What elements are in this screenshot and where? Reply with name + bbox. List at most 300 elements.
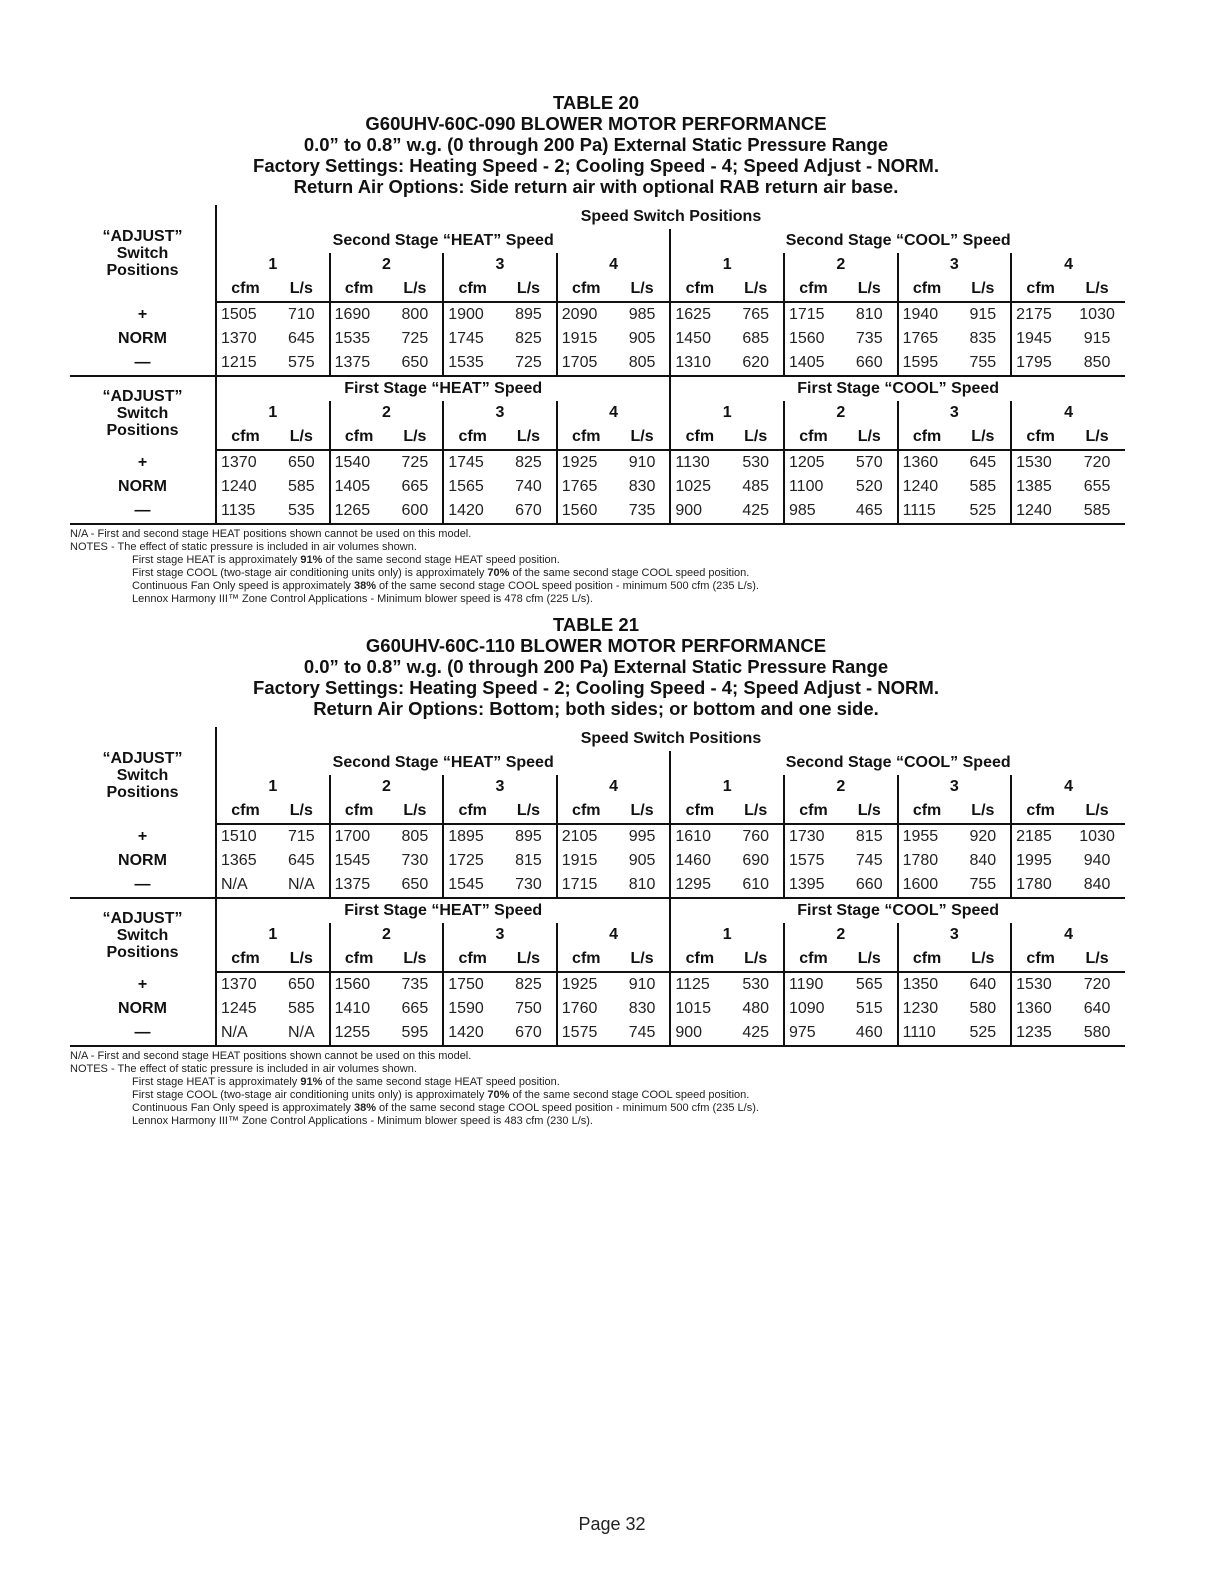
speed-number-header: 4: [1011, 923, 1125, 947]
speed-number-header: 1: [216, 775, 330, 799]
cfm-value: 1690: [330, 302, 388, 327]
ls-value: 710: [287, 306, 315, 323]
second-stage-cool-header: Second Stage “COOL” Speed: [670, 229, 1125, 253]
notes-line: [70, 554, 1122, 567]
ls-value: 760: [742, 828, 770, 845]
unit-ls-header: L/s: [1069, 947, 1125, 972]
speed-number-header: 3: [443, 401, 557, 425]
ls-value: 530: [742, 976, 770, 993]
cfm-value: 1560: [784, 327, 842, 351]
unit-cfm-header: cfm: [898, 799, 956, 824]
pressure-range: 0.0” to 0.8” w.g. (0 through 200 Pa) External Static Pressure Range: [303, 656, 889, 677]
unit-cfm-header: cfm: [330, 425, 388, 450]
unit-ls-header: L/s: [501, 425, 557, 450]
cfm-value: 1360: [1011, 997, 1069, 1021]
ls-value: 725: [401, 330, 429, 347]
cfm-value: 1915: [557, 327, 615, 351]
ls-value: 585: [287, 1000, 315, 1017]
cfm-value: 1560: [330, 972, 388, 997]
cfm-value: 1545: [443, 873, 501, 898]
speed-number-header: 4: [1011, 401, 1125, 425]
cfm-value: 1745: [443, 327, 501, 351]
ls-value: 810: [615, 873, 671, 898]
speed-number-header: 1: [670, 401, 784, 425]
return-air-options: Return Air Options: Bottom; both sides; or bottom and one side.: [313, 698, 879, 719]
units-row: [70, 277, 1125, 302]
note-text: of the same second stage COOL speed position - minimum 500 cfm (235 L/s).: [375, 1102, 759, 1114]
cfm-value: 1370: [216, 972, 274, 997]
unit-ls-header: L/s: [842, 277, 898, 302]
cfm-value: 1565: [443, 475, 501, 499]
cfm-value: 1530: [1011, 972, 1069, 997]
unit-ls-header: L/s: [728, 277, 784, 302]
adjust-label-line: “ADJUST”: [102, 750, 183, 767]
table-notes: [70, 528, 1122, 606]
units-row: [70, 799, 1125, 824]
ls-value: 735: [855, 330, 883, 347]
ls-value: 755: [956, 873, 1012, 898]
adjust-switch-label: [70, 898, 216, 972]
speed-switch-positions-header: Speed Switch Positions: [216, 727, 1125, 751]
cfm-value: 1370: [216, 327, 274, 351]
factory-settings: Factory Settings: Heating Speed - 2; Cooling Speed - 4; Speed Adjust - NORM.: [253, 677, 939, 698]
ls-value: 525: [956, 499, 1012, 524]
speed-switch-positions-header: Speed Switch Positions: [216, 205, 1125, 229]
ls-value: 650: [287, 454, 315, 471]
speed-number-header: 3: [898, 401, 1012, 425]
table-notes: [70, 1050, 1122, 1128]
cfm-value: 1135: [216, 499, 274, 524]
speed-number-header: 2: [784, 253, 898, 277]
cfm-value: 1945: [1011, 327, 1069, 351]
unit-cfm-header: cfm: [330, 799, 388, 824]
ls-value: 995: [628, 828, 656, 845]
adjust-position-cell: +: [137, 453, 148, 471]
unit-ls-header: L/s: [1069, 425, 1125, 450]
ls-value: 910: [628, 976, 656, 993]
ls-value: 750: [515, 1000, 542, 1017]
ls-value: 650: [388, 873, 444, 898]
cfm-value: 1240: [1011, 499, 1069, 524]
adjust-position-cell: —: [70, 351, 216, 376]
cfm-value: 1780: [1011, 873, 1069, 898]
ls-value: 655: [1083, 478, 1111, 495]
ls-value: 685: [742, 330, 770, 347]
unit-ls-header: L/s: [842, 799, 898, 824]
note-text: of the same second stage COOL speed position.: [509, 1089, 750, 1101]
cfm-value: 1100: [784, 475, 842, 499]
ls-value: 720: [1083, 976, 1111, 993]
unit-ls-header: L/s: [388, 277, 444, 302]
second-stage-header-row: [70, 229, 1125, 253]
ls-value: 600: [388, 499, 444, 524]
ls-value: 910: [628, 454, 656, 471]
table-row: [70, 1021, 1125, 1046]
unit-cfm-header: cfm: [898, 947, 956, 972]
ls-value: 645: [287, 852, 315, 869]
cfm-value: 1230: [898, 997, 956, 1021]
ls-value: 800: [401, 306, 429, 323]
cfm-value: 1510: [216, 824, 274, 849]
unit-cfm-header: cfm: [898, 277, 956, 302]
cfm-value: 1025: [670, 475, 728, 499]
table-row: [70, 997, 1125, 1021]
cfm-value: 1700: [330, 824, 388, 849]
unit-cfm-header: cfm: [330, 277, 388, 302]
note-percentage: 70%: [487, 567, 510, 579]
unit-cfm-header: cfm: [670, 425, 728, 450]
ls-value: 915: [1083, 330, 1111, 347]
note-percentage: 38%: [353, 1102, 376, 1114]
ls-value: 1030: [1079, 828, 1115, 845]
cfm-value: 1780: [898, 849, 956, 873]
cfm-value: 1625: [670, 302, 728, 327]
first-stage-cool-header: First Stage “COOL” Speed: [670, 376, 1125, 401]
speed-number-header: 3: [443, 923, 557, 947]
unit-ls-header: L/s: [956, 425, 1012, 450]
blower-performance-table: [70, 205, 1125, 525]
adjust-position-cell: NORM: [118, 478, 167, 495]
cfm-value: 1450: [670, 327, 728, 351]
table-row: [70, 849, 1125, 873]
cfm-value: N/A: [216, 873, 274, 898]
adjust-label-line: “ADJUST”: [102, 910, 183, 927]
ls-value: 645: [287, 330, 315, 347]
unit-cfm-header: cfm: [1011, 425, 1069, 450]
ls-value: 425: [728, 499, 784, 524]
ls-value: 825: [515, 454, 542, 471]
adjust-label-line: Positions: [106, 784, 179, 801]
notes-prefix: NOTES -: [70, 1063, 118, 1075]
table-row: [70, 972, 1125, 997]
unit-ls-header: L/s: [728, 799, 784, 824]
cfm-value: 1530: [1011, 450, 1069, 475]
adjust-position-cell: NORM: [118, 852, 167, 869]
table-row: [70, 499, 1125, 524]
note-text: of the same second stage COOL speed position - minimum 500 cfm (235 L/s).: [375, 580, 759, 592]
notes-line: [70, 1102, 1122, 1115]
ls-value: 580: [969, 1000, 997, 1017]
unit-ls-header: L/s: [615, 799, 671, 824]
cfm-value: 1015: [670, 997, 728, 1021]
ls-value: 530: [742, 454, 770, 471]
cfm-value: 1575: [784, 849, 842, 873]
note-text: of the same second stage COOL speed position.: [509, 567, 750, 579]
cfm-value: 1375: [330, 873, 388, 898]
cfm-value: 1310: [670, 351, 728, 376]
note-static-pressure: The effect of static pressure is included in air volumes shown.: [117, 1063, 417, 1075]
cfm-value: 1205: [784, 450, 842, 475]
ls-value: 825: [515, 976, 542, 993]
adjust-label-line: Switch: [116, 927, 169, 944]
cfm-value: 1240: [898, 475, 956, 499]
cfm-value: 1405: [330, 475, 388, 499]
ls-value: 735: [615, 499, 671, 524]
ls-value: 480: [742, 1000, 770, 1017]
ls-value: 585: [969, 478, 997, 495]
note-percentage: 91%: [300, 554, 323, 566]
speed-number-row: [70, 775, 1125, 799]
first-stage-heat-header: First Stage “HEAT” Speed: [216, 898, 670, 923]
unit-ls-header: L/s: [274, 277, 330, 302]
unit-ls-header: L/s: [956, 947, 1012, 972]
adjust-label-line: Switch: [116, 767, 169, 784]
ls-value: 915: [969, 306, 997, 323]
cfm-value: 1730: [784, 824, 842, 849]
unit-cfm-header: cfm: [443, 799, 501, 824]
document-page: [70, 92, 1122, 1128]
notes-line: [70, 1089, 1122, 1102]
ls-value: 465: [842, 499, 898, 524]
ls-value: 805: [615, 351, 671, 376]
ls-value: 895: [515, 306, 542, 323]
first-stage-heat-header: First Stage “HEAT” Speed: [216, 376, 670, 401]
unit-cfm-header: cfm: [216, 947, 274, 972]
cfm-value: 1765: [898, 327, 956, 351]
cfm-value: 900: [670, 1021, 728, 1046]
cfm-value: 1125: [670, 972, 728, 997]
speed-number-header: 1: [670, 923, 784, 947]
note-harmony: Lennox Harmony III™ Zone Control Applications - Minimum blower speed is 478 cfm (225 L/s).: [132, 593, 593, 605]
ls-value: 525: [956, 1021, 1012, 1046]
unit-ls-header: L/s: [274, 947, 330, 972]
unit-ls-header: L/s: [274, 799, 330, 824]
ls-value: 745: [615, 1021, 671, 1046]
adjust-position-cell: +: [137, 975, 148, 993]
speed-number-header: 4: [557, 401, 671, 425]
ls-value: 665: [401, 478, 429, 495]
cfm-value: 1995: [1011, 849, 1069, 873]
unit-cfm-header: cfm: [443, 947, 501, 972]
cfm-value: 1295: [670, 873, 728, 898]
ls-value: 840: [969, 852, 997, 869]
unit-ls-header: L/s: [615, 947, 671, 972]
unit-ls-header: L/s: [615, 425, 671, 450]
ls-value: 660: [842, 873, 898, 898]
ls-value: 585: [1069, 499, 1125, 524]
table-number: TABLE 20: [552, 92, 639, 113]
cfm-value: 1745: [443, 450, 501, 475]
first-stage-cool-header: First Stage “COOL” Speed: [670, 898, 1125, 923]
cfm-value: 1595: [898, 351, 956, 376]
cfm-value: 1395: [784, 873, 842, 898]
ls-value: 670: [501, 1021, 557, 1046]
unit-ls-header: L/s: [842, 425, 898, 450]
ls-value: 575: [274, 351, 330, 376]
units-row: [70, 425, 1125, 450]
table-row: [70, 873, 1125, 898]
cfm-value: 1130: [670, 450, 728, 475]
speed-number-header: 4: [1011, 253, 1125, 277]
adjust-label-line: Positions: [106, 262, 179, 279]
adjust-position-cell: +: [137, 827, 148, 845]
adjust-position-cell: —: [70, 1021, 216, 1046]
cfm-value: 1535: [443, 351, 501, 376]
note-static-pressure: The effect of static pressure is included in air volumes shown.: [117, 541, 417, 553]
ls-value: 810: [855, 306, 883, 323]
ls-value: 725: [501, 351, 557, 376]
speed-number-header: 1: [670, 775, 784, 799]
unit-ls-header: L/s: [615, 277, 671, 302]
unit-ls-header: L/s: [501, 277, 557, 302]
table-number: TABLE 21: [552, 614, 639, 635]
performance-table-section: [70, 614, 1122, 1128]
ls-value: 460: [842, 1021, 898, 1046]
cfm-value: 1215: [216, 351, 274, 376]
ls-value: 755: [956, 351, 1012, 376]
unit-cfm-header: cfm: [557, 425, 615, 450]
ls-value: 735: [401, 976, 429, 993]
cfm-value: 1505: [216, 302, 274, 327]
unit-ls-header: L/s: [501, 799, 557, 824]
table-titles: [70, 614, 1122, 719]
first-stage-header-row: [70, 376, 1125, 401]
speed-number-header: 3: [898, 923, 1012, 947]
cfm-value: 1895: [443, 824, 501, 849]
speed-number-header: 3: [443, 775, 557, 799]
ls-value: 660: [842, 351, 898, 376]
speed-number-header: 2: [330, 775, 444, 799]
speed-switch-header-row: [70, 205, 1125, 229]
ls-value: 670: [501, 499, 557, 524]
second-stage-heat-header: Second Stage “HEAT” Speed: [216, 229, 670, 253]
speed-number-header: 1: [216, 923, 330, 947]
unit-cfm-header: cfm: [557, 277, 615, 302]
cfm-value: 1955: [898, 824, 956, 849]
ls-value: 905: [628, 330, 656, 347]
cfm-value: 1795: [1011, 351, 1069, 376]
note-text: Continuous Fan Only speed is approximately: [132, 580, 354, 592]
cfm-value: 2175: [1011, 302, 1069, 327]
page-number: Page 32: [578, 1514, 646, 1534]
second-stage-cool-header: Second Stage “COOL” Speed: [670, 751, 1125, 775]
ls-value: 895: [515, 828, 542, 845]
unit-cfm-header: cfm: [784, 277, 842, 302]
speed-number-header: 2: [330, 401, 444, 425]
unit-cfm-header: cfm: [443, 425, 501, 450]
adjust-label-line: Switch: [116, 245, 169, 262]
unit-cfm-header: cfm: [216, 425, 274, 450]
ls-value: 485: [742, 478, 770, 495]
ls-value: 620: [728, 351, 784, 376]
cfm-value: 1090: [784, 997, 842, 1021]
ls-value: 740: [515, 478, 542, 495]
ls-value: 830: [628, 1000, 656, 1017]
speed-number-header: 2: [330, 253, 444, 277]
cfm-value: 1925: [557, 450, 615, 475]
speed-number-header: 4: [557, 923, 671, 947]
unit-cfm-header: cfm: [784, 425, 842, 450]
ls-value: 690: [742, 852, 770, 869]
adjust-label-line: Positions: [106, 944, 179, 961]
ls-value: N/A: [274, 1021, 330, 1046]
ls-value: 985: [628, 306, 656, 323]
ls-value: 905: [628, 852, 656, 869]
unit-cfm-header: cfm: [784, 799, 842, 824]
note-text: First stage COOL (two-stage air conditioning units only) is approximately: [132, 1089, 488, 1101]
unit-cfm-header: cfm: [670, 799, 728, 824]
cfm-value: 2090: [557, 302, 615, 327]
cfm-value: 1385: [1011, 475, 1069, 499]
adjust-label-line: Switch: [116, 405, 169, 422]
unit-ls-header: L/s: [388, 799, 444, 824]
ls-value: 515: [855, 1000, 883, 1017]
ls-value: 570: [855, 454, 883, 471]
unit-cfm-header: cfm: [670, 277, 728, 302]
ls-value: 610: [728, 873, 784, 898]
adjust-position-cell: NORM: [118, 330, 167, 347]
cfm-value: 1420: [443, 1021, 501, 1046]
cfm-value: 1110: [898, 1021, 956, 1046]
speed-number-header: 4: [557, 253, 671, 277]
cfm-value: 1360: [898, 450, 956, 475]
speed-number-header: 1: [670, 253, 784, 277]
cfm-value: 1460: [670, 849, 728, 873]
cfm-value: 1265: [330, 499, 388, 524]
cfm-value: 1715: [784, 302, 842, 327]
blower-performance-table: [70, 727, 1125, 1047]
unit-ls-header: L/s: [1069, 799, 1125, 824]
cfm-value: 1915: [557, 849, 615, 873]
na-note: N/A - First and second stage HEAT positions shown cannot be used on this model.: [70, 528, 472, 540]
ls-value: 840: [1069, 873, 1125, 898]
note-percentage: 38%: [353, 580, 376, 592]
ls-value: 595: [388, 1021, 444, 1046]
speed-number-row: [70, 253, 1125, 277]
table-titles: [70, 92, 1122, 197]
ls-value: 650: [388, 351, 444, 376]
cfm-value: 1765: [557, 475, 615, 499]
ls-value: 520: [855, 478, 883, 495]
unit-cfm-header: cfm: [330, 947, 388, 972]
cfm-value: 900: [670, 499, 728, 524]
cfm-value: 1115: [898, 499, 956, 524]
table-row: [70, 475, 1125, 499]
note-text: of the same second stage HEAT speed position.: [322, 554, 560, 566]
adjust-position-cell: NORM: [118, 1000, 167, 1017]
cfm-value: N/A: [216, 1021, 274, 1046]
units-row: [70, 947, 1125, 972]
ls-value: 745: [855, 852, 883, 869]
speed-number-header: 3: [898, 775, 1012, 799]
cfm-value: 1600: [898, 873, 956, 898]
tables-container: [70, 92, 1122, 1128]
ls-value: 825: [515, 330, 542, 347]
ls-value: 940: [1083, 852, 1111, 869]
speed-number-header: 1: [216, 401, 330, 425]
adjust-label-line: “ADJUST”: [102, 228, 183, 245]
return-air-options: Return Air Options: Side return air with optional RAB return air base.: [293, 176, 899, 197]
table-model-title: G60UHV-60C-110 BLOWER MOTOR PERFORMANCE: [365, 635, 827, 656]
unit-cfm-header: cfm: [216, 277, 274, 302]
ls-value: 815: [515, 852, 542, 869]
second-stage-header-row: [70, 751, 1125, 775]
unit-cfm-header: cfm: [557, 799, 615, 824]
na-note: N/A - First and second stage HEAT positions shown cannot be used on this model.: [70, 1050, 472, 1062]
unit-cfm-header: cfm: [784, 947, 842, 972]
notes-line: [70, 567, 1122, 580]
ls-value: 720: [1083, 454, 1111, 471]
note-text: of the same second stage HEAT speed position.: [322, 1076, 560, 1088]
ls-value: 920: [969, 828, 997, 845]
speed-number-header: 2: [784, 401, 898, 425]
pressure-range: 0.0” to 0.8” w.g. (0 through 200 Pa) External Static Pressure Range: [303, 134, 889, 155]
adjust-label-line: Positions: [106, 422, 179, 439]
table-row: [70, 351, 1125, 376]
speed-number-header: 4: [1011, 775, 1125, 799]
table-model-title: G60UHV-60C-090 BLOWER MOTOR PERFORMANCE: [365, 113, 827, 134]
note-percentage: 91%: [300, 1076, 323, 1088]
